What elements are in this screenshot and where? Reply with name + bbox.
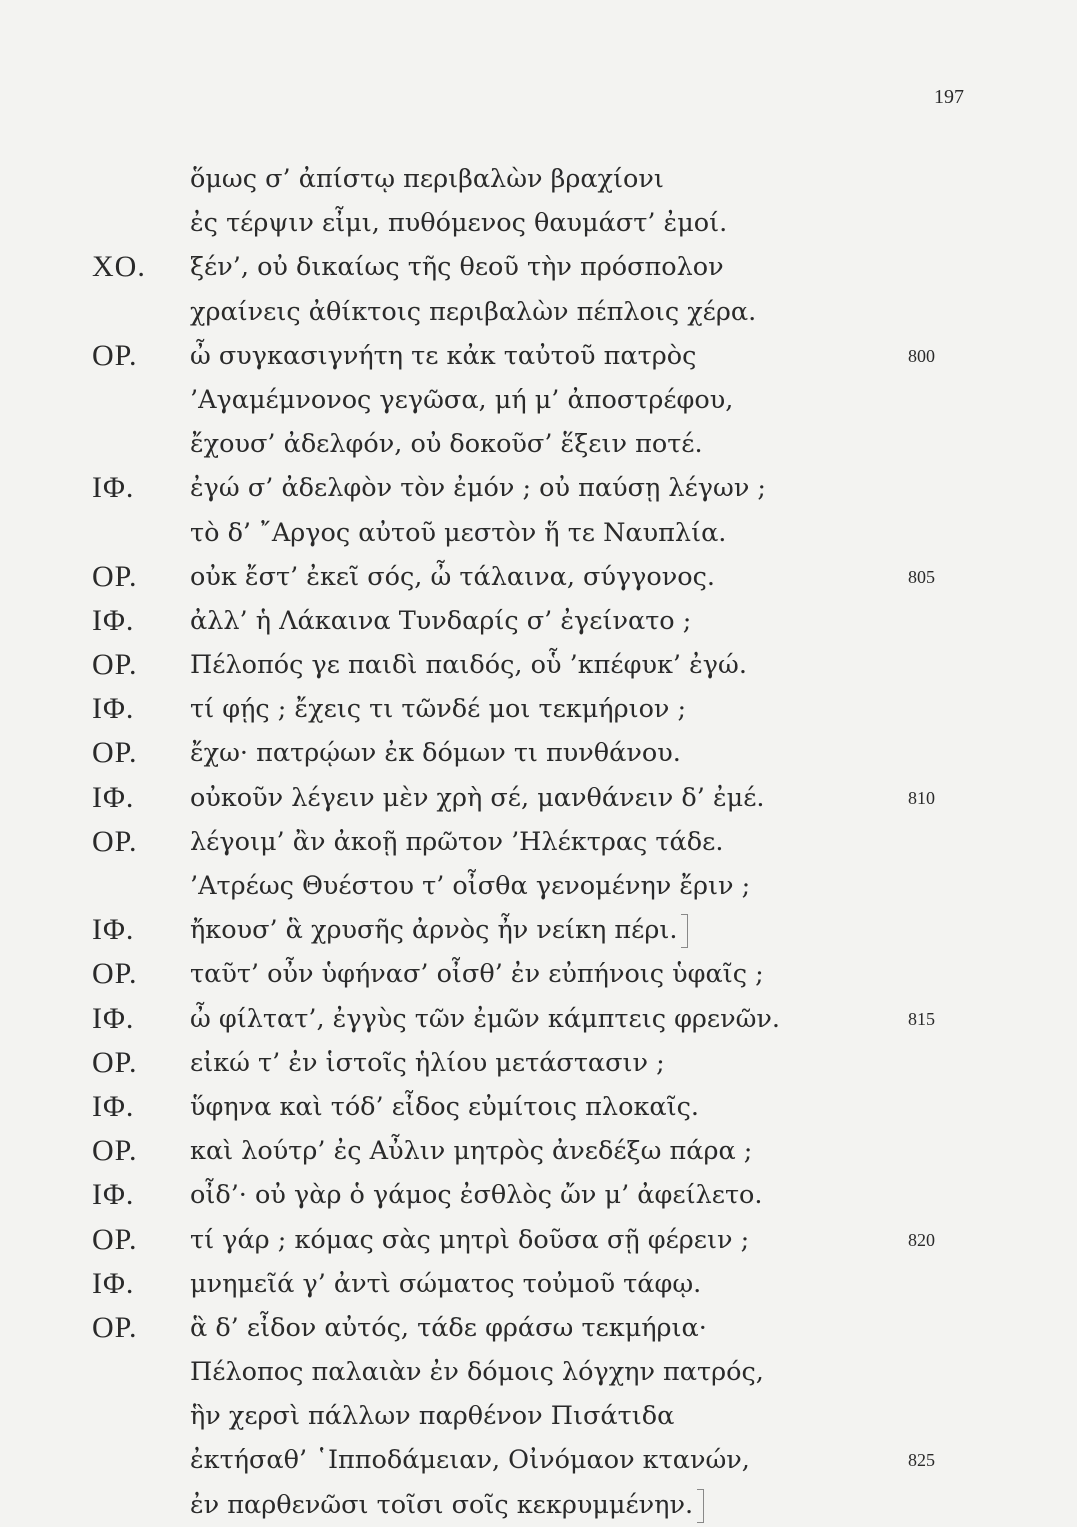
verse-text-content: τί φῄς ; ἔχεις τι τῶνδέ μοι τεκμήριον ; — [190, 694, 687, 725]
verse-text — [190, 555, 715, 599]
verse-text-content: χραίνεις ἀθίκτοις περιβαλὼν πέπλοις χέρα. — [190, 296, 757, 327]
verse-text — [190, 731, 681, 775]
speaker-label: ΙΦ. — [92, 780, 135, 814]
speaker-label: ΙΦ. — [92, 692, 135, 726]
speaker-label: ΙΦ. — [92, 471, 135, 505]
verse-text — [190, 1350, 764, 1394]
verse-text — [190, 1041, 665, 1085]
bracket-mark — [681, 914, 688, 948]
verse-text-content: τὸ δ’ ῎Αργος αὐτοῦ μεστὸν ἥ τε Ναυπλία. — [190, 517, 727, 548]
verse-text-content: λέγοιμ’ ἂν ἀκοῇ πρῶτον ’Ηλέκτρας τάδε. — [190, 826, 724, 857]
verse-text — [190, 997, 780, 1041]
speaker-label: ΙΦ. — [92, 913, 135, 947]
verse-text-content: ’Ατρέως Θυέστου τ’ οἶσθα γενομένην ἔριν ; — [190, 871, 751, 901]
verse-text-content: ἐν παρθενῶσι τοῖσι σοῖς κεκρυμμένην. — [190, 1489, 694, 1520]
verse-text-content: ἀλλ’ ἡ Λάκαινα Τυνδαρίς σ’ ἐγείνατο ; — [190, 605, 692, 636]
speaker-label: ΙΦ. — [92, 1266, 135, 1300]
verse-text-content: ὦ φίλτατ’, ἐγγὺς τῶν ἐμῶν κάμπτεις φρενῶν. — [190, 1003, 781, 1034]
verse-text-content: ἤκουσ’ ἃ χρυσῆς ἀρνὸς ἦν νείκη πέρι. — [190, 915, 678, 946]
verse-text — [190, 1306, 707, 1350]
bracket-mark — [697, 1489, 704, 1523]
verse-text-content: ἣν χερσὶ πάλλων παρθένον Πισάτιδα — [190, 1401, 675, 1432]
verse-text-content: οὐκ ἔστ’ ἐκεῖ σός, ὦ τάλαινα, σύγγονος. — [190, 561, 716, 592]
verse-text — [190, 776, 765, 820]
verse-text-content: ἐς τέρψιν εἶμι, πυθόμενος θαυμάστ’ ἐμοί. — [190, 208, 728, 239]
verse-text — [190, 1394, 674, 1438]
verse-text-content: ταῦτ’ οὖν ὑφήνασ’ οἶσθ’ ἐν εὐπήνοις ὑφαῖς ; — [190, 959, 764, 990]
verse-text — [190, 952, 764, 996]
verse-text — [190, 820, 723, 864]
verse-text-content: ἐκτήσαθ’ ῾Ιπποδάμειαν, Οἰνόμαον κτανών, — [190, 1445, 750, 1476]
verse-text — [190, 1218, 749, 1262]
verse-text — [190, 157, 664, 201]
verse-text-content: ’Αγαμέμνονος γεγῶσα, μή μ’ ἀποστρέφου, — [190, 384, 734, 415]
verse-text — [190, 1438, 750, 1482]
verse-text — [190, 245, 724, 289]
verse-text — [190, 466, 766, 510]
verse-text-content: ὅμως σ’ ἀπίστῳ περιβαλὼν βραχίονι — [190, 164, 664, 194]
verse-text-content: ἃ δ’ εἶδον αὐτός, τάδε φράσω τεκμήρια· — [190, 1312, 707, 1343]
line-number: 800 — [908, 345, 935, 366]
verse-text-content: εἰκώ τ’ ἐν ἱστοῖς ἡλίου μετάστασιν ; — [190, 1047, 665, 1078]
verse-text — [190, 290, 756, 334]
verse-text-content: ἔχουσ’ ἀδελφόν, οὐ δοκοῦσ’ ἕξειν ποτέ. — [190, 429, 703, 460]
verse-text — [190, 511, 726, 555]
verse-text-content: μνημεῖά γ’ ἀντὶ σώματος τοὐμοῦ τάφῳ. — [190, 1268, 702, 1299]
verse-text — [190, 1483, 704, 1527]
verse-text-content: ὕφηνα καὶ τόδ’ εἶδος εὐμίτοις πλοκαῖς. — [190, 1091, 699, 1122]
verse-text — [190, 1262, 701, 1306]
verse-text — [190, 643, 747, 687]
speaker-label: ΟΡ. — [92, 1134, 138, 1168]
verse-text — [190, 201, 727, 245]
speaker-label: ΟΡ. — [92, 824, 138, 858]
speaker-label: ΟΡ. — [92, 1222, 138, 1256]
speaker-label: ΟΡ. — [92, 957, 138, 991]
speaker-label: ΟΡ. — [92, 559, 138, 593]
speaker-label: ΧΟ. — [92, 250, 146, 284]
line-number: 810 — [908, 787, 935, 808]
line-number: 825 — [908, 1450, 935, 1471]
speaker-label: ΟΡ. — [92, 1310, 138, 1344]
verse-text — [190, 334, 696, 378]
line-number: 820 — [908, 1229, 935, 1250]
line-number: 815 — [908, 1008, 935, 1029]
verse-text-content: ἔχω· πατρῴων ἐκ δόμων τι πυνθάνου. — [190, 738, 681, 769]
verse-text — [190, 378, 733, 422]
verse-text-content: τί γάρ ; κόμας σὰς μητρὶ δοῦσα σῇ φέρειν ; — [190, 1224, 750, 1255]
verse-text-content: οἶδ’· οὐ γὰρ ὁ γάμος ἐσθλὸς ὤν μ’ ἀφείλετο. — [190, 1180, 763, 1211]
speaker-label: ΙΦ. — [92, 603, 135, 637]
verse-text-content: ὦ συγκασιγνήτη τε κἀκ ταὐτοῦ πατρὸς — [190, 340, 697, 371]
verse-text — [190, 1129, 752, 1173]
verse-text-content: ἐγώ σ’ ἀδελφὸν τὸν ἐμόν ; οὐ παύσῃ λέγων ; — [190, 473, 767, 504]
speaker-label: ΟΡ. — [92, 736, 138, 770]
speaker-label: ΟΡ. — [92, 1045, 138, 1079]
speaker-label: ΙΦ. — [92, 1001, 135, 1035]
verse-text-content: Πέλοπός γε παιδὶ παιδός, οὗ ’κπέφυκ’ ἐγώ. — [190, 650, 747, 681]
verse-text — [190, 908, 688, 952]
line-number: 805 — [908, 566, 935, 587]
speaker-label: ΟΡ. — [92, 338, 138, 372]
verse-text — [190, 864, 750, 908]
verse-text-content: οὐκοῦν λέγειν μὲν χρὴ σέ, μανθάνειν δ’ ἐμέ. — [190, 782, 765, 813]
verse-text — [190, 1173, 763, 1217]
verse-text — [190, 599, 691, 643]
verse-text — [190, 1085, 699, 1129]
speaker-label: ΙΦ. — [92, 1178, 135, 1212]
verse-text — [190, 422, 703, 466]
verse-text-content: Πέλοπος παλαιὰν ἐν δόμοις λόγχην πατρός, — [190, 1357, 764, 1388]
verse-text-content: καὶ λούτρ’ ἐς Αὖλιν μητρὸς ἀνεδέξω πάρα ; — [190, 1136, 753, 1167]
verse-text — [190, 687, 686, 731]
page-number: 197 — [934, 86, 964, 108]
speaker-label: ΙΦ. — [92, 1089, 135, 1123]
speaker-label: ΟΡ. — [92, 648, 138, 682]
verse-text-content: ξέν’, οὐ δικαίως τῆς θεοῦ τὴν πρόσπολον — [190, 252, 724, 283]
